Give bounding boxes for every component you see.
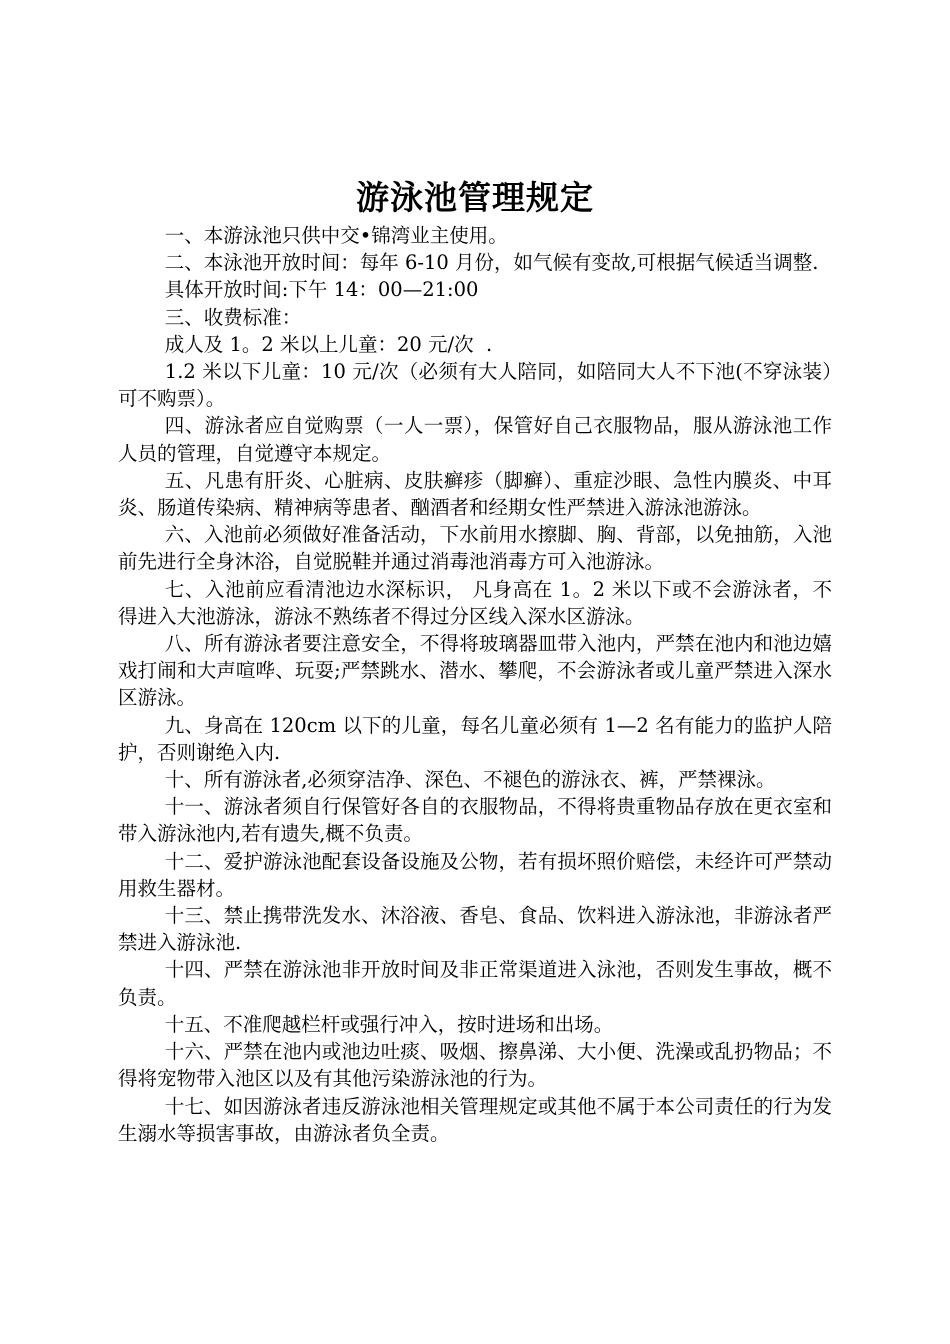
rule-paragraph: 十、所有游泳者,必须穿洁净、深色、不褪色的游泳衣、裤，严禁裸泳。 [164, 768, 776, 792]
document-title: 游泳池管理规定 [356, 178, 594, 217]
rule-paragraph: 具体开放时间:下午 14：00—21:00 [164, 278, 479, 302]
rule-paragraph: 六、入池前必须做好准备活动，下水前用水擦脚、胸、背部，以免抽筋，入池前先进行全身沐浴，自觉脱鞋并通过消毒池消毒方可入池游泳。 [118, 523, 832, 574]
rule-paragraph: 十六、严禁在池内或池边吐痰、吸烟、擦鼻涕、大小便、洗澡或乱扔物品；不得将宠物带入池区以及有其他污染游泳池的行为。 [118, 1040, 832, 1091]
rule-paragraph: 九、身高在 120cm 以下的儿童，每名儿童必须有 1—2 名有能力的监护人陪护，否则谢绝入内. [118, 713, 832, 764]
rule-paragraph: 二、本泳池开放时间：每年 6-10 月份，如气候有变故,可根据气候适当调整. [164, 251, 819, 275]
rule-paragraph: 五、凡患有肝炎、心脏病、皮肤癣疹（脚癣）、重症沙眼、急性内膜炎、中耳炎、肠道传染病、精神病等患者、酗酒者和经期女性严禁进入游泳池游泳。 [118, 468, 832, 520]
rule-paragraph: 三、收费标准： [164, 305, 302, 329]
rule-paragraph: 四、游泳者应自觉购票（一人一票），保管好自己衣服物品，服从游泳池工作人员的管理，自觉遵守本规定。 [118, 414, 832, 465]
rule-paragraph: 一、本游泳池只供中交•锦湾业主使用。 [164, 224, 508, 247]
rule-paragraph: 十一、游泳者须自行保管好各自的衣服物品，不得将贵重物品存放在更衣室和带入游泳池内,若有遗失,概不负责。 [118, 795, 832, 846]
rule-paragraph: 十四、严禁在游泳池非开放时间及非正常渠道进入泳池，否则发生事故，概不负责。 [118, 958, 832, 1009]
rule-paragraph: 1.2 米以下儿童：10 元/次（必须有大人陪同，如陪同大人不下池(不穿泳装）可不购票）。 [118, 360, 832, 411]
rule-paragraph: 十七、如因游泳者违反游泳池相关管理规定或其他不属于本公司责任的行为发生溺水等损害事故，由游泳者负全责。 [118, 1094, 832, 1145]
rule-paragraph: 八、所有游泳者要注意安全，不得将玻璃器皿带入池内，严禁在池内和池边嬉戏打闹和大声喧哗、玩耍;严禁跳水、潜水、攀爬，不会游泳者或儿童严禁进入深水区游泳。 [118, 632, 832, 710]
document-body [118, 222, 832, 1147]
rule-paragraph: 成人及 1。2 米以上儿童：20 元/次 . [164, 332, 493, 356]
rule-paragraph: 十五、不准爬越栏杆或强行冲入，按时进场和出场。 [164, 1012, 614, 1036]
rule-paragraph: 十二、爱护游泳池配套设备设施及公物，若有损坏照价赔偿，未经许可严禁动用救生器材。 [118, 849, 832, 900]
rule-paragraph: 十三、禁止携带洗发水、沐浴液、香皂、食品、饮料进入游泳池，非游泳者严禁进入游泳池. [118, 904, 832, 955]
rule-paragraph: 七、入池前应看清池边水深标识， 凡身高在 1。2 米以下或不会游泳者，不得进入大池游泳，游泳不熟练者不得过分区线入深水区游泳。 [118, 577, 832, 628]
